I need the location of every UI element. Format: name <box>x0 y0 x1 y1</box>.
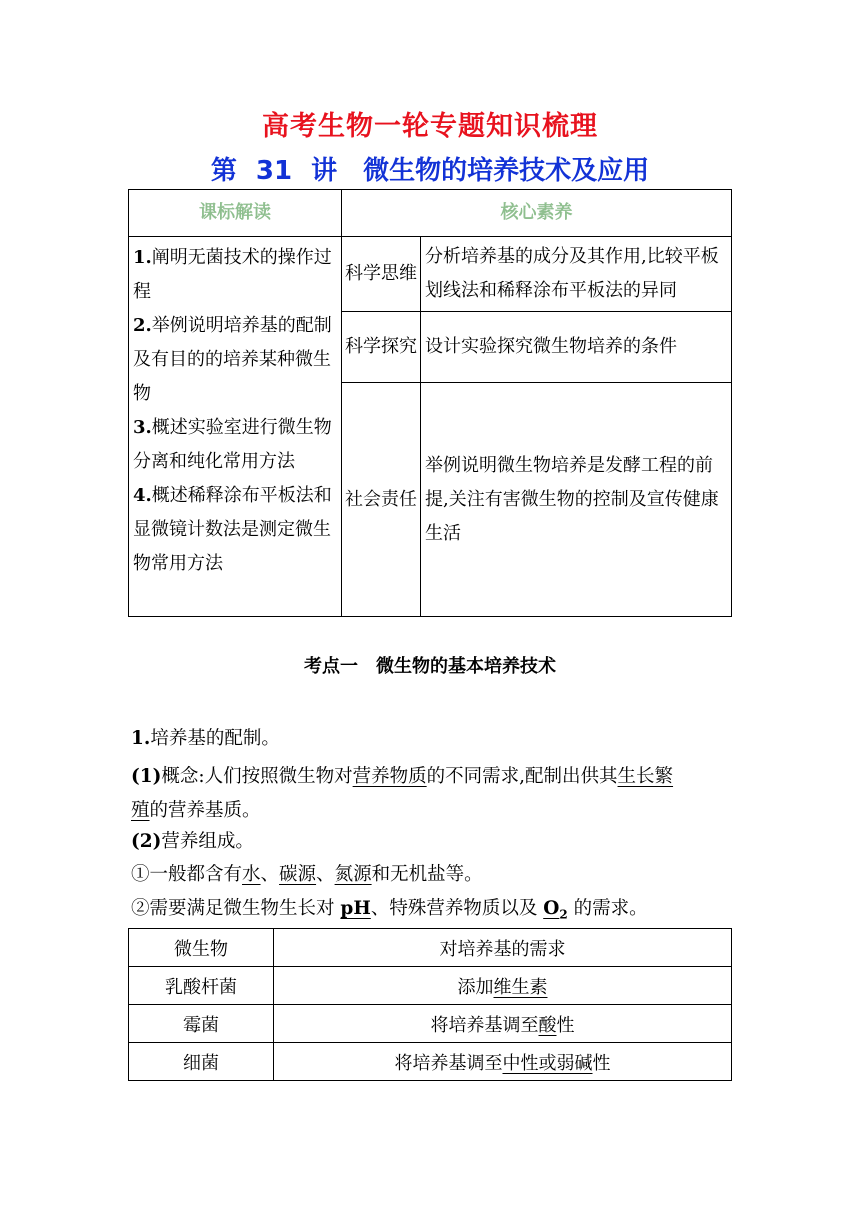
lecture-title: 第 31 讲 微生物的培养技术及应用 <box>210 156 650 186</box>
table-header: 微生物 <box>129 929 274 967</box>
requirement-cell: 将培养基调至酸性 <box>274 1005 732 1043</box>
page-title: 高考生物一轮专题知识梳理 <box>262 111 598 142</box>
category-cell: 科学探究 <box>342 312 421 383</box>
paragraph: (1)概念:人们按照微生物对营养物质的不同需求,配制出供其生长繁 殖的营养基质。 <box>131 766 674 821</box>
content-cell: 举例说明微生物培养是发酵工程的前提,关注有害微生物的控制及宣传健康生活 <box>421 383 732 617</box>
table-header: 对培养基的需求 <box>274 929 732 967</box>
organism-cell: 霉菌 <box>129 1005 274 1043</box>
organism-cell: 细菌 <box>129 1043 274 1081</box>
content-cell: 设计实验探究微生物培养的条件 <box>421 312 732 383</box>
organism-cell: 乳酸杆菌 <box>129 967 274 1005</box>
requirement-item: 3.概述实验室进行微生物分离和纯化常用方法 <box>133 417 332 472</box>
paragraph: ①一般都含有水、碳源、氮源和无机盐等。 <box>131 864 483 885</box>
paragraph: (2)营养组成。 <box>131 831 254 852</box>
requirement-item: 4.概述稀释涂布平板法和显微镜计数法是测定微生物常用方法 <box>133 485 332 574</box>
requirement-item: 2.举例说明培养基的配制及有目的的培养某种微生物 <box>133 315 332 404</box>
table-row <box>129 929 732 967</box>
header-standards: 课标解读 <box>129 190 342 237</box>
header-literacy: 核心素养 <box>342 190 732 237</box>
category-cell: 科学思维 <box>342 237 421 312</box>
category-cell: 社会责任 <box>342 383 421 617</box>
requirement-item: 1.阐明无菌技术的操作过程 <box>133 247 332 302</box>
requirements-cell <box>129 237 342 617</box>
standards-table <box>128 189 732 617</box>
table-row <box>129 1043 732 1081</box>
content-cell: 分析培养基的成分及其作用,比较平板划线法和稀释涂布平板法的异同 <box>421 237 732 312</box>
nutrition-table <box>128 928 732 1081</box>
paragraph: ②需要满足微生物生长对 pH、特殊营养物质以及 $O_2$ 的需求。 <box>131 898 648 922</box>
table-row <box>129 1005 732 1043</box>
paragraph: 1.培养基的配制。 <box>131 728 280 749</box>
requirement-cell: 添加维生素 <box>274 967 732 1005</box>
requirement-cell: 将培养基调至中性或弱碱性 <box>274 1043 732 1081</box>
section-title: 考点一 微生物的基本培养技术 <box>304 656 556 677</box>
table-row <box>129 967 732 1005</box>
